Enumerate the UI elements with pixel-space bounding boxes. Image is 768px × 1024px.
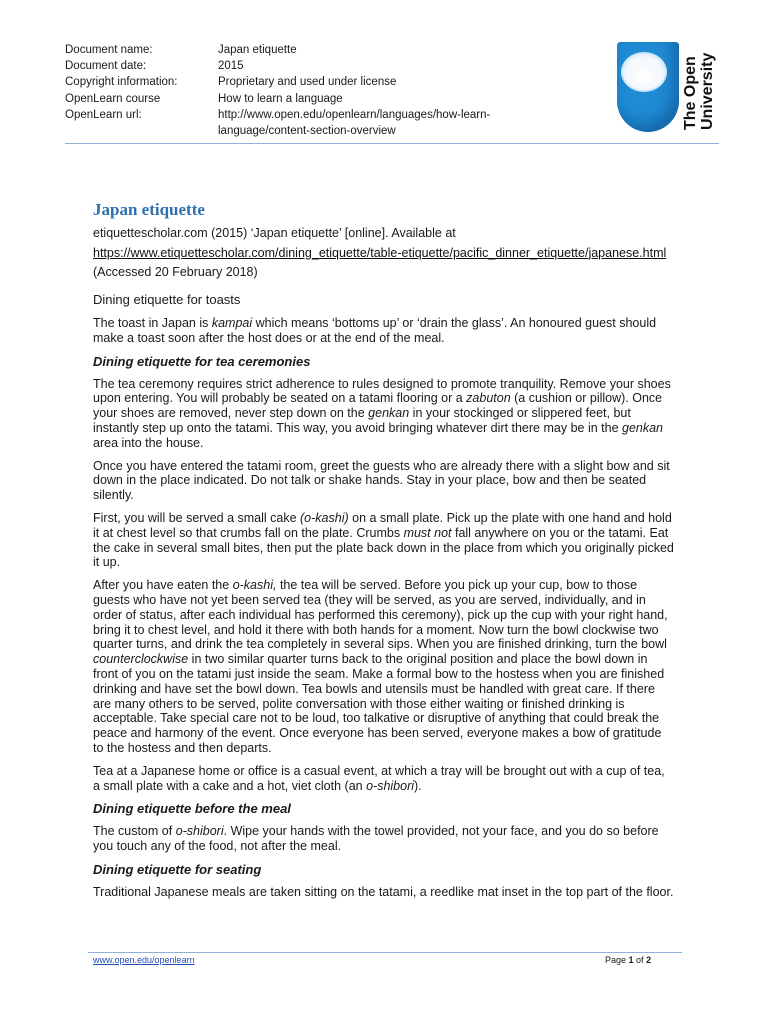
logo-wordmark xyxy=(682,40,716,130)
metadata-value-url: http://www.open.edu/openlearn/languages/how-learn-language/content-section-overview xyxy=(218,108,491,138)
paragraph-tea-1: The tea ceremony requires strict adherence to rules designed to promote tranquility. Remove your shoes upon entering. You will probably be seated on a tatami flooring or a zabuton (a cushion or pillow). Once your shoes are removed, never step down on the genkan in your stockinged or slippered feet, but instantly step up onto the tatami. This way, you avoid bringing whatever dirt there may be in the genkan area into the house. xyxy=(93,376,671,450)
source-citation xyxy=(93,224,673,283)
logo-wordmark-line-2: University xyxy=(699,52,716,130)
footer-divider xyxy=(88,952,682,953)
section-heading-before-meal: Dining etiquette before the meal xyxy=(93,801,291,817)
document-metadata xyxy=(65,42,565,139)
footer-openlearn-link[interactable]: www.open.edu/openlearn xyxy=(93,955,195,965)
open-university-logo xyxy=(612,40,722,140)
paragraph-tea-3: First, you will be served a small cake (o-kashi) on a small plate. Pick up the plate with one hand and hold it at chest level so that crumbs fall on the plate. Crumbs must not fall anywhere on you or the tatami. Eat the cake in several small bites, then put the plate back down in the place from which you originally picked it up. xyxy=(93,510,674,570)
citation-link[interactable]: https://www.etiquettescholar.com/dining_etiquette/table-etiquette/pacific_dinner_etiquette/japanese.html xyxy=(93,245,667,260)
paragraph-seating: Traditional Japanese meals are taken sitting on the tatami, a reedlike mat inset in the top part of the floor. xyxy=(93,884,674,899)
page-title: Japan etiquette xyxy=(93,200,205,219)
metadata-row-copyright xyxy=(65,74,565,90)
page-number: Page 1 of 2 xyxy=(605,955,652,965)
metadata-value: 2015 xyxy=(218,60,244,73)
metadata-label: Copyright information: xyxy=(65,76,178,89)
metadata-label: OpenLearn course xyxy=(65,92,161,105)
section-heading-toasts: Dining etiquette for toasts xyxy=(93,292,241,307)
paragraph-before-meal: The custom of o-shibori. Wipe your hands with the towel provided, not your face, and you do so before you touch any of the food, not after the meal. xyxy=(93,824,659,854)
metadata-row-document-date xyxy=(65,58,565,74)
paragraph-tea-2: Once you have entered the tatami room, greet the guests who are already there with a slight bow and sit down in the place indicated. Do not talk or shake hands. Stay in your place, bow and then be seated silently. xyxy=(93,458,670,503)
metadata-label: OpenLearn url: xyxy=(65,108,142,121)
metadata-value: Japan etiquette xyxy=(218,44,297,56)
metadata-label: Document date: xyxy=(65,60,147,73)
section-heading-tea: Dining etiquette for tea ceremonies xyxy=(93,353,311,369)
paragraph-tea-4: After you have eaten the o-kashi, the tea will be served. Before you pick up your cup, bow to those guests who have not yet been served tea (they will be served, as you are served, individually, and in order of status, after each individual has performed this ceremony), pick up the cup with your right hand, bring it to chest level, and hold it there with both hands for a moment. Now turn the bowl clockwise two quarter turns, and drink the tea completely in several sips. When you are finished drinking, turn the bowl counterclockwise in two similar quarter turns back to the original position and place the bowl down in front of you on the tatami just inside the seam. Make a formal bow to the hostess when you are finished drinking and have set the bowl down. Tea bowls and utensils must be handled with great care. If there are many others to be served, polite conversation with those either waiting or finished drinking is acceptable. Take special care not to be loud, too talkative or disruptive of anything that could break the peace and harmony of the event. Once everyone has been served, everyone makes a bow of gratitude to the hostess and then departs. xyxy=(93,578,668,755)
section-heading-seating: Dining etiquette for seating xyxy=(93,861,262,877)
logo-circle-icon xyxy=(621,52,667,92)
metadata-value: Proprietary and used under license xyxy=(218,76,397,89)
logo-wordmark-line-1: The Open xyxy=(682,56,699,130)
metadata-row-document-name xyxy=(65,42,565,58)
logo-shield-icon xyxy=(617,42,679,132)
metadata-value: How to learn a language xyxy=(218,92,343,105)
main-content xyxy=(93,292,675,908)
header-divider xyxy=(65,143,719,144)
metadata-label: Document name: xyxy=(65,44,153,56)
paragraph-tea-5: Tea at a Japanese home or office is a casual event, at which a tray will be brought out with a cup of tea, a small plate with a cake and a hot, viet cloth (an o-shibori). xyxy=(93,763,665,793)
metadata-row-url xyxy=(65,107,565,139)
metadata-row-course xyxy=(65,91,565,107)
citation-accessed: (Accessed 20 February 2018) xyxy=(93,265,258,279)
paragraph-toasts: The toast in Japan is kampai which means ‘bottoms up’ or ‘drain the glass’. An honoured guest should make a toast soon after the host does or at the end of the meal. xyxy=(93,316,657,345)
citation-text: etiquettescholar.com (2015) ‘Japan etiquette’ [online]. Available at xyxy=(93,226,456,240)
